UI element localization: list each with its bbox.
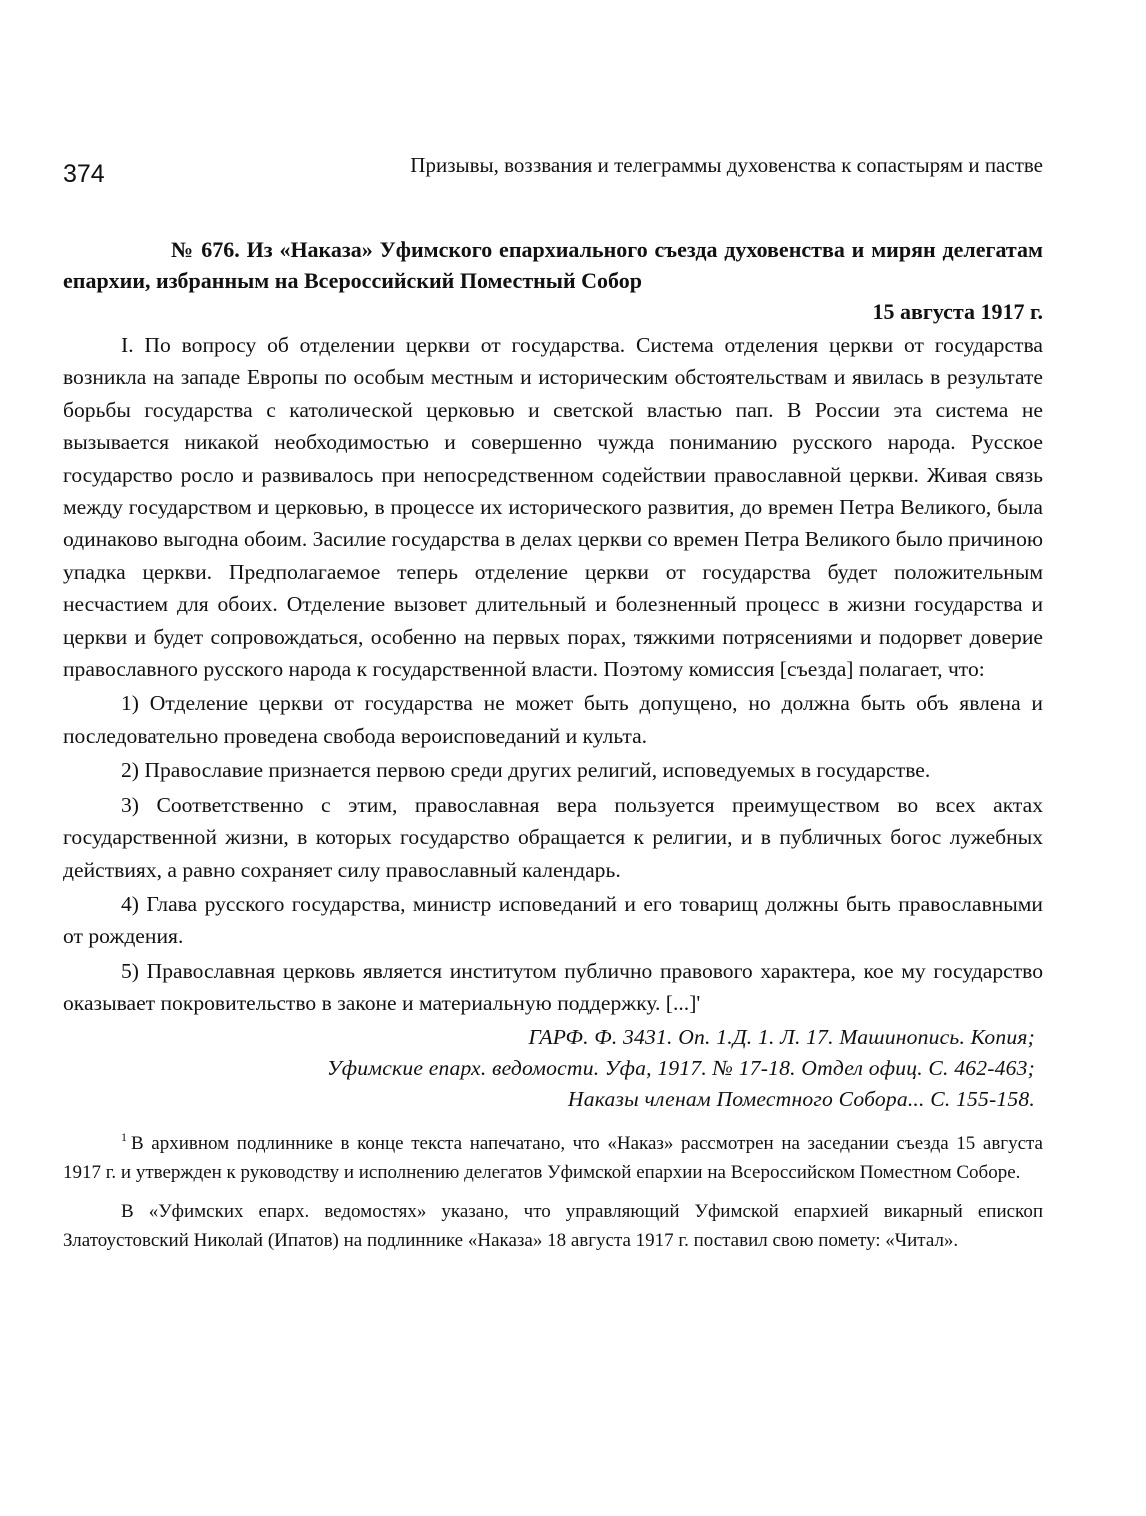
source-citation: Уфимские епарх. ведомости. Уфа, 1917. № 17-18. Отдел офиц. С. 462-463; [327, 1055, 1035, 1080]
document-title: № 676. Из «Наказа» Уфимского епархиального съезда духовенства и мирян делегатам епархии, избранным на Всероссийский Поместный Собор [63, 237, 1043, 293]
footnote-1 [63, 1123, 1043, 1187]
list-item: 5) Православная церковь является институтом публично правового характера, кое му государство оказывает покровительство в законе и материальную поддержку. [...]' [63, 958, 1043, 1016]
list-item: 4) Глава русского государства, министр исповеданий и его товарищ должны быть православными от рождения. [63, 891, 1043, 949]
document-date: 15 августа 1917 г. [872, 299, 1043, 324]
source-citation: Наказы членам Поместного Собора... С. 155-158. [567, 1086, 1035, 1111]
source-citations [63, 1022, 1043, 1115]
footnote-text: В архивном подлиннике в конце текста напечатано, что «Наказ» рассмотрен на заседании съезда 15 августа 1917 г. и утвержден к руководству и исполнению делегатов Уфимской епархии на Всероссийском Поместном Соборе. [63, 1132, 1043, 1183]
running-header: Призывы, воззвания и телеграммы духовенства к сопастырям и пастве [410, 153, 1043, 177]
footnote-2: В «Уфимских епарх. ведомостях» указано, что управляющий Уфимской епархией викарный епископ Златоустовский Николай (Ипатов) на подлиннике «Наказа» 18 августа 1917 г. поставил свою помету: «Читал». [63, 1200, 1043, 1251]
source-citation: ГАРФ. Ф. 3431. Оп. 1.Д. 1. Л. 17. Машинопись. Копия; [528, 1024, 1035, 1049]
intro-paragraph: I. По вопросу об отделении церкви от государства. Система отделения церкви от государства возникла на западе Европы по особым местным и историческим обстоятельствам и явилась в результате борьбы государства с католической церковью и светской властью пап. В России эта система не вызывается никакой необходимостью и совершенно чужда пониманию русского народа. Русское государство росло и развивалось при непосредственном содействии православной церкви. Живая связь между государством и церковью, в процессе их исторического развития, до времен Петра Великого, была одинаково выгодна обоим. Засилие государства в делах церкви со времен Петра Великого было причиною упадка церкви. Предполагаемое теперь отделение церкви от государства будет положительным несчастием для обоих. Отделение вызовет длительный и болезненный процесс в жизни государства и церкви и будет сопровождаться, особенно на первых порах, тяжкими потрясениями и подорвет доверие православного русского народа к государственной власти. Поэтому комиссия [съезда] полагает, что: [63, 333, 1043, 682]
page-number: 374 [63, 160, 105, 188]
footnote-marker: 1 [121, 1129, 127, 1144]
list-item: 2) Православие признается первою среди других религий, исповедуемых в государстве. [121, 758, 931, 783]
list-item: 3) Соответственно с этим, православная вера пользуется преимуществом во всех актах государственной жизни, в которых государство обращается к религии, и в публичных богос лужебных действиях, а равно сохраняет силу православный календарь. [63, 792, 1043, 882]
document-body [63, 234, 1043, 1265]
footnotes [63, 1123, 1043, 1255]
list-item: 1) Отделение церкви от государства не может быть допущено, но должна быть объ явлена и последовательно проведена свобода вероисповеданий и культа. [63, 691, 1043, 748]
